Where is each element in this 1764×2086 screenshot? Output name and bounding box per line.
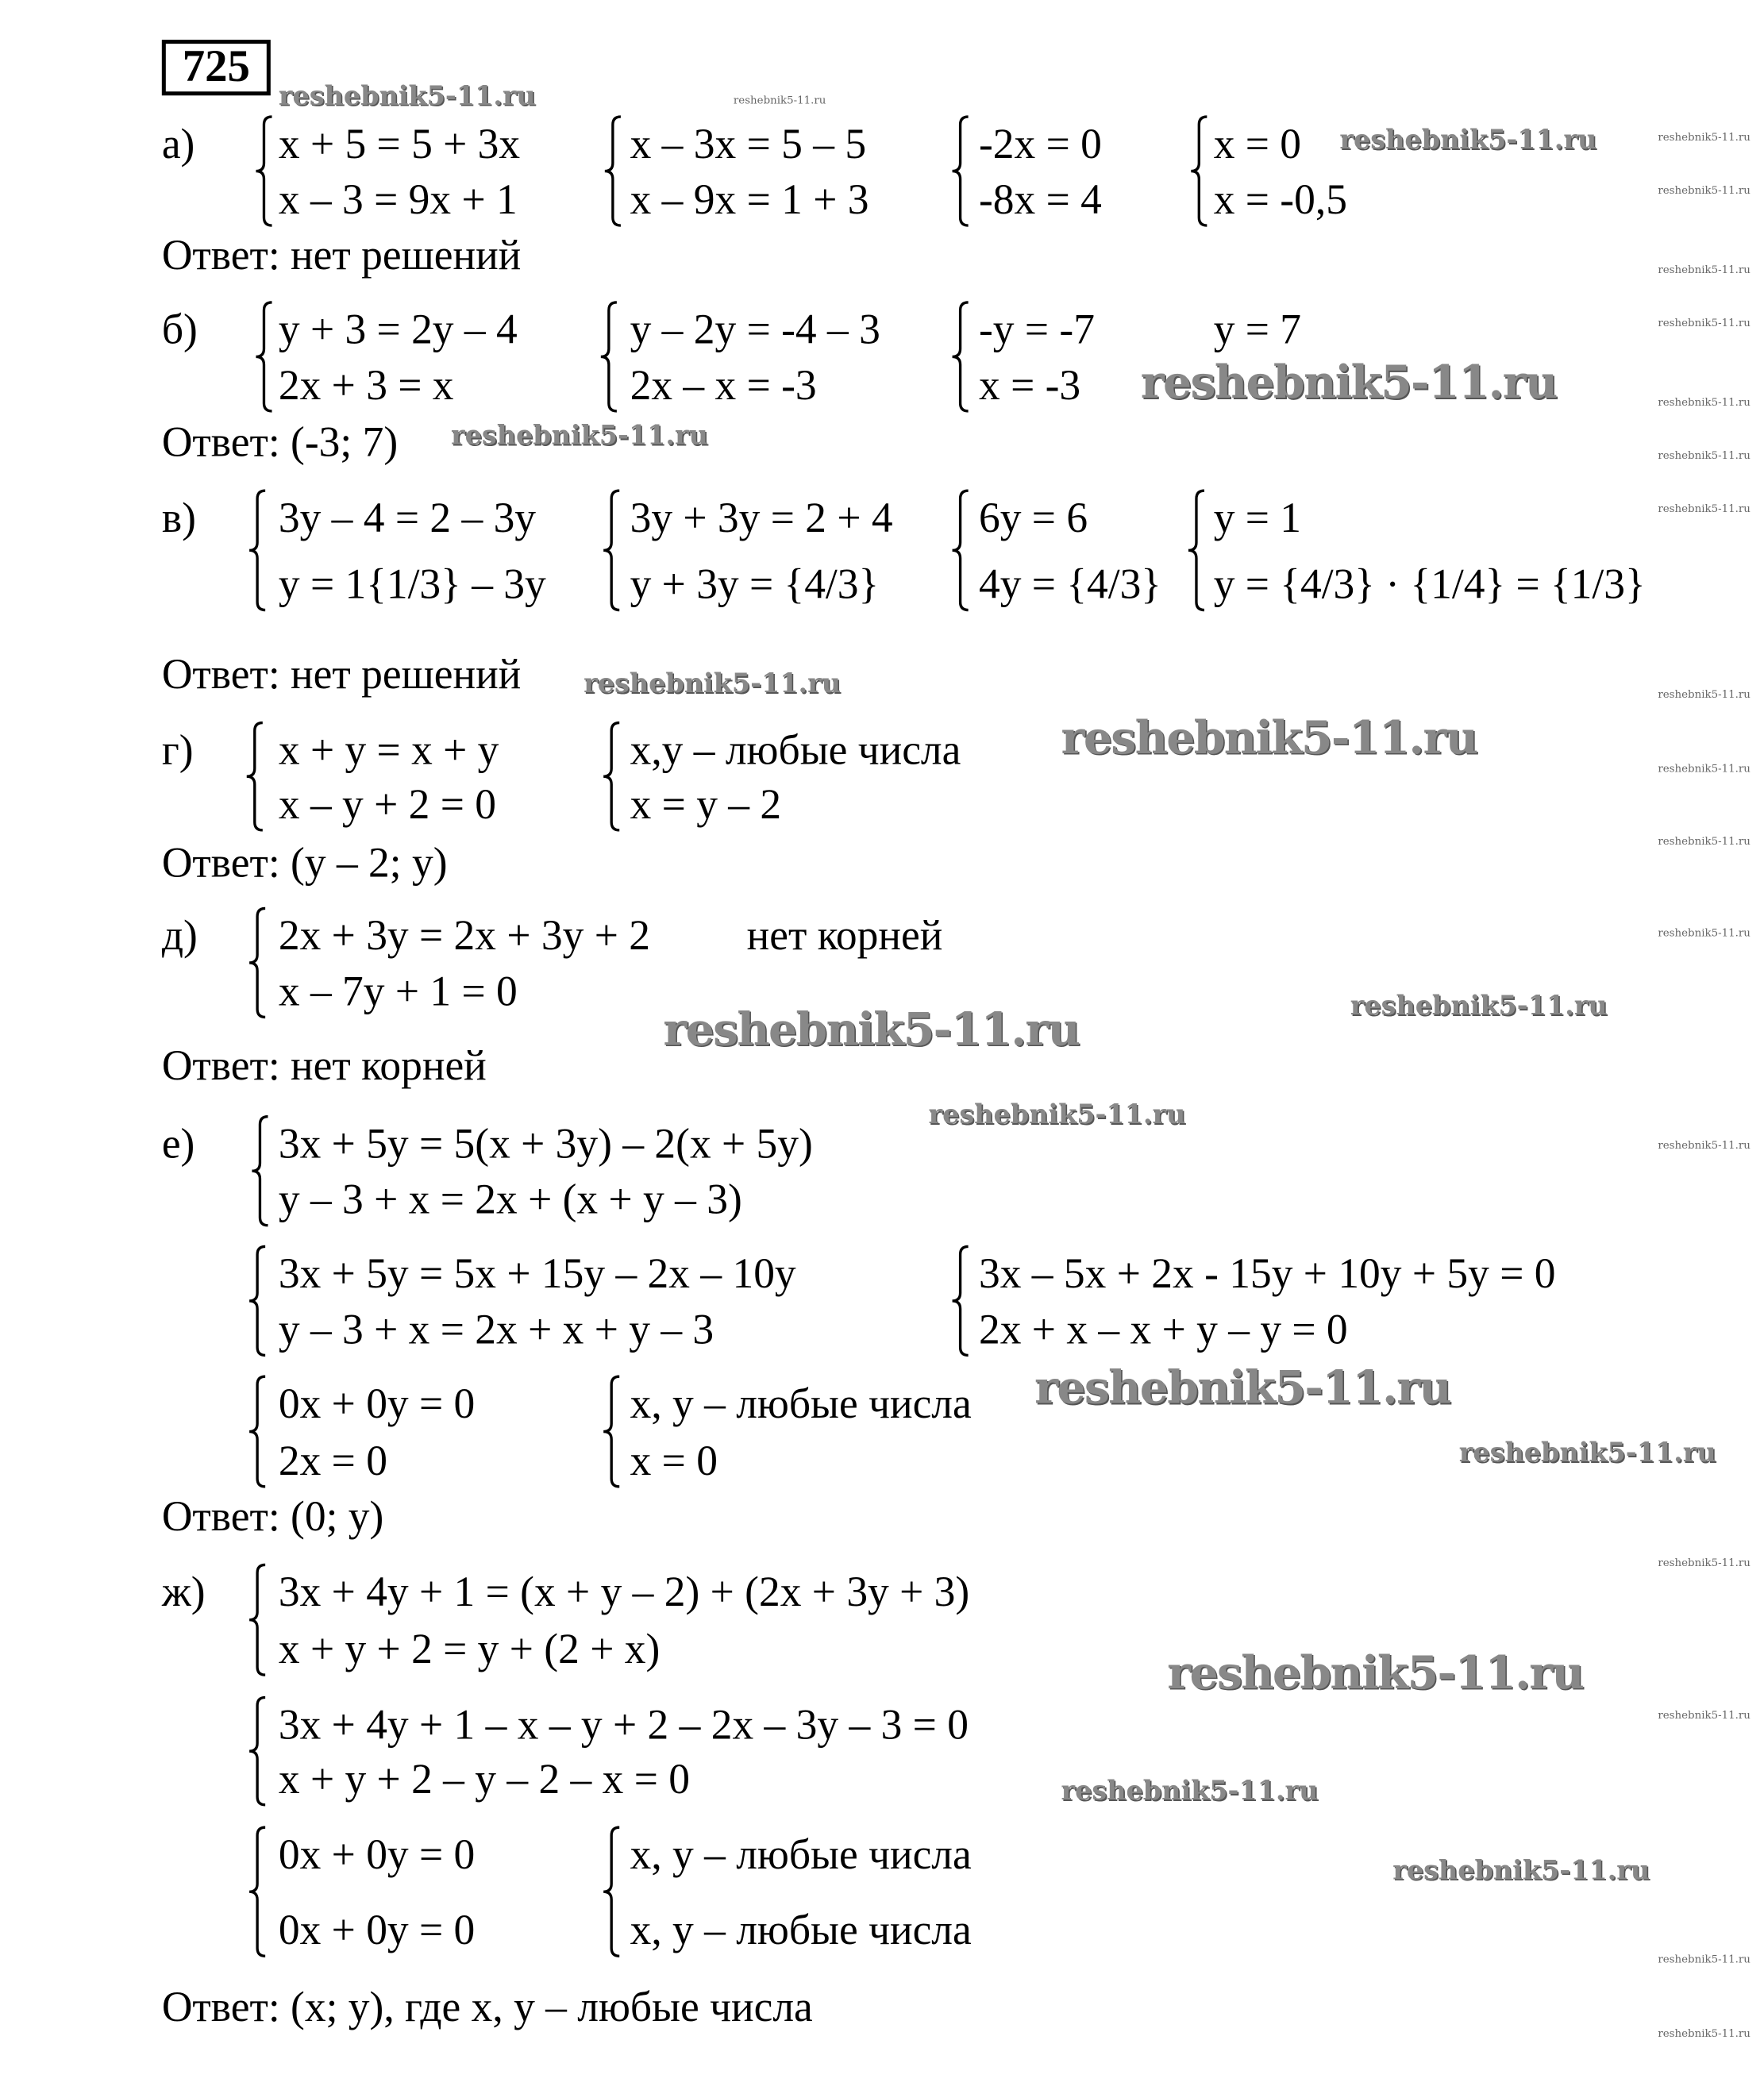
equation-line: 3x – 5x + 2x - 15y + 10y + 5y = 0 bbox=[978, 1249, 1556, 1297]
equation-line: -y = -7 bbox=[978, 305, 1095, 353]
equation-line: x, y – любые числа bbox=[630, 1830, 972, 1878]
equation-line: 2x – x = -3 bbox=[630, 360, 817, 409]
equation-line: x, y – любые числа bbox=[630, 1905, 972, 1953]
watermark: reshebnik5-11.ru bbox=[1658, 396, 1751, 409]
watermark: reshebnik5-11.ru bbox=[1658, 762, 1751, 775]
equation-line: 3y – 4 = 2 – 3y bbox=[278, 493, 537, 541]
equation-line: y = 7 bbox=[1213, 305, 1302, 353]
equation-line: 2x + x – x + y – y = 0 bbox=[978, 1304, 1348, 1353]
system-brace-icon bbox=[949, 1244, 971, 1358]
equation-line: x, y – любые числа bbox=[630, 1379, 972, 1427]
watermark: reshebnik5-11.ru bbox=[1658, 926, 1751, 939]
section-label: ж) bbox=[161, 1567, 206, 1615]
system-brace-icon bbox=[601, 1374, 622, 1489]
watermark: reshebnik5-11.ru bbox=[1167, 1647, 1584, 1700]
system-brace-icon bbox=[949, 300, 971, 414]
equation-line: y + 3y = {4/3} bbox=[630, 560, 880, 608]
answer-text: Ответ: (x; y), где x, y – любые числа bbox=[161, 1982, 813, 2030]
equation-line: x,y – любые числа bbox=[630, 725, 961, 774]
equation-line: x + y + 2 = y + (2 + x) bbox=[278, 1624, 661, 1672]
equation-line: 3x + 5y = 5x + 15y – 2x – 10y bbox=[278, 1249, 796, 1297]
equation-line: 2x + 3y = 2x + 3y + 2 bbox=[278, 910, 650, 959]
watermark: reshebnik5-11.ru bbox=[1658, 688, 1751, 701]
watermark: reshebnik5-11.ru bbox=[1658, 2027, 1751, 2040]
system-brace-icon bbox=[247, 1695, 268, 1807]
watermark: reshebnik5-11.ru bbox=[1034, 1361, 1451, 1415]
equation-line: 0x + 0y = 0 bbox=[278, 1905, 476, 1953]
watermark: reshebnik5-11.ru bbox=[1350, 989, 1608, 1022]
system-brace-icon bbox=[949, 488, 971, 613]
section-label: в) bbox=[161, 493, 196, 541]
equation-line: x + 5 = 5 + 3x bbox=[278, 119, 521, 167]
watermark: reshebnik5-11.ru bbox=[928, 1098, 1186, 1130]
watermark: reshebnik5-11.ru bbox=[451, 418, 708, 452]
equation-line: x – 3x = 5 – 5 bbox=[630, 119, 867, 167]
equation-line: y = {4/3} · {1/4} = {1/3} bbox=[1213, 560, 1646, 608]
watermark: reshebnik5-11.ru bbox=[1458, 1436, 1716, 1468]
equation-line: x + y + 2 – y – 2 – x = 0 bbox=[278, 1754, 690, 1803]
equation-line: 0x + 0y = 0 bbox=[278, 1830, 476, 1878]
system-brace-icon bbox=[249, 1114, 271, 1228]
equation-line: y – 2y = -4 – 3 bbox=[630, 305, 880, 353]
equation-line: x – 3 = 9x + 1 bbox=[278, 175, 518, 223]
system-brace-icon bbox=[1186, 488, 1207, 613]
equation-line: y + 3 = 2y – 4 bbox=[278, 305, 518, 353]
system-brace-icon bbox=[247, 1374, 268, 1489]
watermark: reshebnik5-11.ru bbox=[663, 1003, 1080, 1057]
equation-line: y – 3 + x = 2x + x + y – 3 bbox=[278, 1304, 714, 1353]
system-brace-icon bbox=[247, 1825, 268, 1959]
watermark: reshebnik5-11.ru bbox=[1658, 835, 1751, 848]
watermark: reshebnik5-11.ru bbox=[278, 79, 536, 112]
note-text: нет корней bbox=[746, 910, 943, 959]
system-brace-icon bbox=[253, 300, 275, 414]
equation-line: 3x + 4y + 1 – x – y + 2 – 2x – 3y – 3 = 0 bbox=[278, 1699, 969, 1748]
watermark: reshebnik5-11.ru bbox=[1658, 317, 1751, 329]
answer-text: Ответ: (y – 2; y) bbox=[161, 837, 448, 887]
equation-line: 6y = 6 bbox=[978, 493, 1088, 541]
equation-line: x – 7y + 1 = 0 bbox=[278, 966, 518, 1015]
watermark: reshebnik5-11.ru bbox=[1658, 1139, 1751, 1152]
watermark: reshebnik5-11.ru bbox=[1339, 123, 1597, 156]
watermark: reshebnik5-11.ru bbox=[1061, 712, 1477, 765]
problem-number: 725 bbox=[162, 40, 271, 95]
system-brace-icon bbox=[601, 488, 622, 613]
equation-line: x = -0,5 bbox=[1213, 175, 1347, 223]
equation-line: x + y = x + y bbox=[278, 725, 499, 774]
equation-line: x = y – 2 bbox=[630, 779, 782, 828]
system-brace-icon bbox=[598, 300, 619, 414]
section-label: а) bbox=[161, 119, 195, 167]
watermark: reshebnik5-11.ru bbox=[1140, 356, 1557, 410]
watermark: reshebnik5-11.ru bbox=[1061, 1774, 1319, 1807]
answer-text: Ответ: нет корней bbox=[161, 1041, 487, 1089]
system-brace-icon bbox=[247, 1244, 268, 1358]
answer-text: Ответ: нет решений bbox=[161, 230, 522, 279]
system-brace-icon bbox=[244, 720, 265, 833]
watermark: reshebnik5-11.ru bbox=[733, 94, 826, 106]
watermark: reshebnik5-11.ru bbox=[1658, 1709, 1751, 1722]
system-brace-icon bbox=[601, 720, 622, 833]
watermark: reshebnik5-11.ru bbox=[584, 667, 841, 699]
watermark: reshebnik5-11.ru bbox=[1658, 264, 1751, 276]
equation-line: y = 1 bbox=[1213, 493, 1302, 541]
answer-text: Ответ: (0; y) bbox=[161, 1491, 384, 1540]
equation-line: 3x + 5y = 5(x + 3y) – 2(x + 5y) bbox=[278, 1119, 813, 1168]
watermark: reshebnik5-11.ru bbox=[1658, 131, 1751, 144]
watermark: reshebnik5-11.ru bbox=[1658, 1557, 1751, 1569]
equation-line: x = 0 bbox=[630, 1436, 718, 1484]
watermark: reshebnik5-11.ru bbox=[1658, 184, 1751, 197]
equation-line: x = -3 bbox=[978, 360, 1081, 409]
answer-text: Ответ: (-3; 7) bbox=[161, 418, 399, 466]
watermark: reshebnik5-11.ru bbox=[1658, 502, 1751, 515]
equation-line: y – 3 + x = 2x + (x + y – 3) bbox=[278, 1175, 742, 1223]
equation-line: 0x + 0y = 0 bbox=[278, 1379, 476, 1427]
equation-line: x – y + 2 = 0 bbox=[278, 779, 496, 828]
system-brace-icon bbox=[247, 1562, 268, 1677]
equation-line: -2x = 0 bbox=[978, 119, 1102, 167]
equation-line: 4y = {4/3} bbox=[978, 560, 1161, 608]
equation-line: x – 9x = 1 + 3 bbox=[630, 175, 869, 223]
equation-line: 3y + 3y = 2 + 4 bbox=[630, 493, 893, 541]
section-label: б) bbox=[161, 305, 198, 353]
watermark: reshebnik5-11.ru bbox=[1392, 1853, 1650, 1886]
watermark: reshebnik5-11.ru bbox=[1658, 449, 1751, 462]
watermark: reshebnik5-11.ru bbox=[1658, 1953, 1751, 1965]
system-brace-icon bbox=[602, 114, 623, 229]
equation-line: x = 0 bbox=[1213, 119, 1302, 167]
answer-text: Ответ: нет решений bbox=[161, 649, 522, 698]
section-label: д) bbox=[161, 910, 198, 959]
system-brace-icon bbox=[601, 1825, 622, 1959]
section-label: г) bbox=[161, 725, 194, 774]
equation-line: 2x = 0 bbox=[278, 1436, 387, 1484]
equation-line: -8x = 4 bbox=[978, 175, 1102, 223]
equation-line: 3x + 4y + 1 = (x + y – 2) + (2x + 3y + 3) bbox=[278, 1567, 970, 1615]
equation-line: 2x + 3 = x bbox=[278, 360, 454, 409]
system-brace-icon bbox=[1188, 114, 1210, 229]
system-brace-icon bbox=[949, 114, 971, 229]
system-brace-icon bbox=[253, 114, 275, 229]
equation-line: y = 1{1/3} – 3y bbox=[278, 560, 546, 608]
system-brace-icon bbox=[247, 488, 268, 613]
system-brace-icon bbox=[247, 906, 268, 1020]
section-label: е) bbox=[161, 1119, 195, 1168]
